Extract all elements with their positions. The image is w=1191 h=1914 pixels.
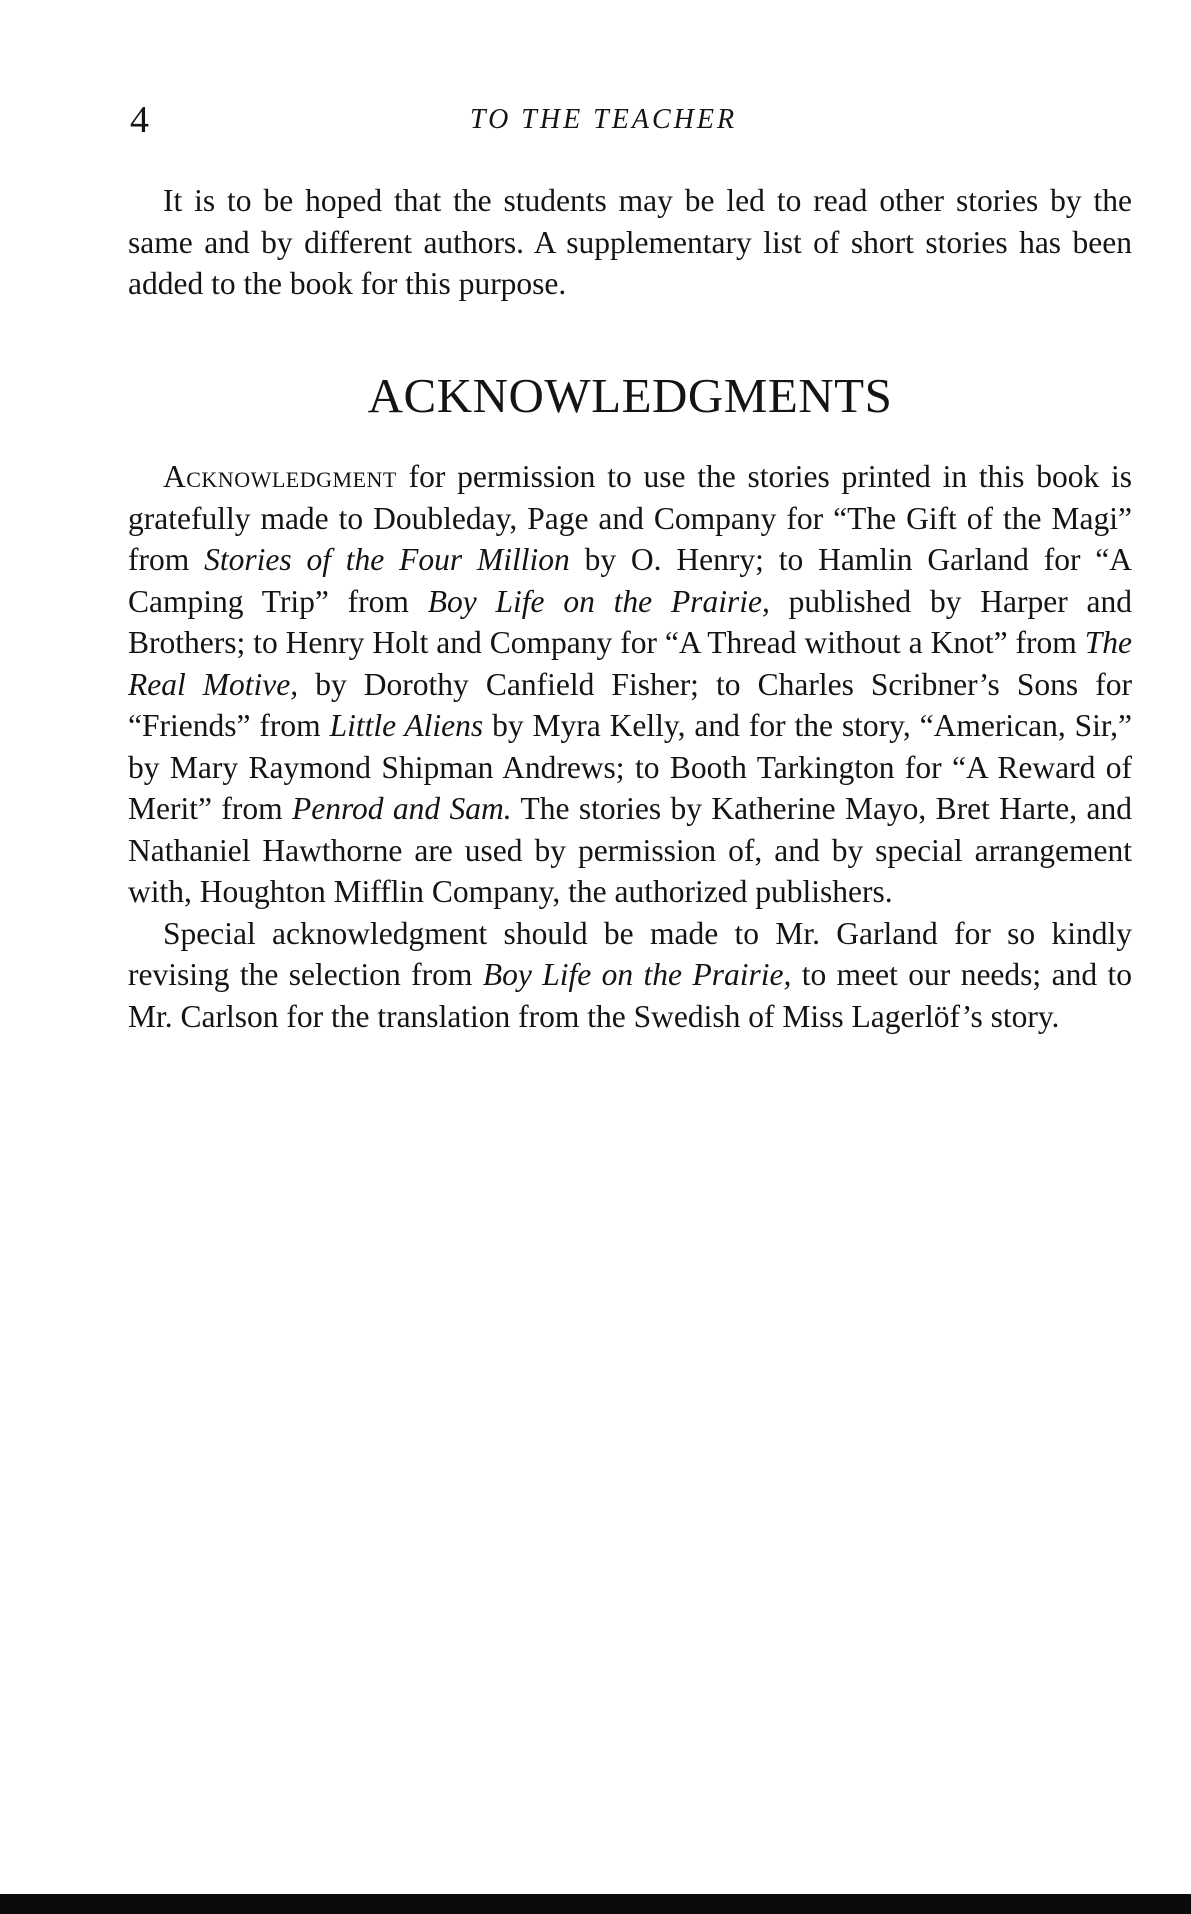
book-title: Boy Life on the Prairie,	[482, 957, 792, 992]
acknowledgments-body	[128, 456, 1132, 1037]
running-title: TO THE TEACHER	[470, 104, 738, 135]
text-run: by Myra Kelly, and for the story, “American, Sir,” by Mary Raymond Shipman Andrews; to Booth Tarkington for “A Reward of Merit” from	[128, 708, 1132, 826]
page-number: 4	[130, 99, 149, 141]
scan-edge-bar	[0, 1894, 1191, 1914]
text-run: Special acknowledgment should be made to Mr. Garland for so kindly revising the selection from	[128, 915, 1132, 992]
text-run: published by Harper and Brothers; to Henry Holt and Company for “A Thread without a Knot” from	[128, 583, 1133, 660]
intro-section	[128, 180, 1132, 305]
text-run: for permission to use the stories printed in this book is gratefully made to Doubleday, Page and Company for “The Gift of the Magi” from	[128, 459, 1132, 577]
acknowledgments-paragraph-1	[128, 456, 1132, 913]
book-title: Penrod and Sam.	[291, 791, 512, 826]
section-heading: ACKNOWLEDGMENTS	[367, 368, 893, 423]
text-run: by O. Henry; to Hamlin Garland for “A Camping Trip” from	[128, 542, 1133, 619]
book-title: The Real Motive,	[128, 625, 1132, 702]
lead-word: Acknowledgment	[163, 459, 397, 494]
book-title: Little Aliens	[329, 708, 484, 743]
text-run: to meet our needs; and to Mr. Carlson for the translation from the Swedish of Miss Lagerlöf’s story.	[128, 957, 1132, 1034]
running-head	[130, 96, 1140, 144]
book-title: Boy Life on the Prairie,	[427, 583, 770, 619]
book-title: Stories of the Four Million	[204, 542, 570, 577]
intro-paragraph: It is to be hoped that the students may be led to read other stories by the same and by different authors. A supplementary list of short stories has been added to the book for this purpose.	[128, 183, 1132, 301]
acknowledgments-paragraph-2	[128, 913, 1132, 1038]
text-run: The stories by Katherine Mayo, Bret Harte, and Nathaniel Hawthorne are used by permission of, and by special arrangement with, Houghton Mifflin Company, the authorized publishers.	[128, 791, 1132, 909]
text-run: by Dorothy Canfield Fisher; to Charles Scribner’s Sons for “Friends” from	[128, 666, 1132, 743]
